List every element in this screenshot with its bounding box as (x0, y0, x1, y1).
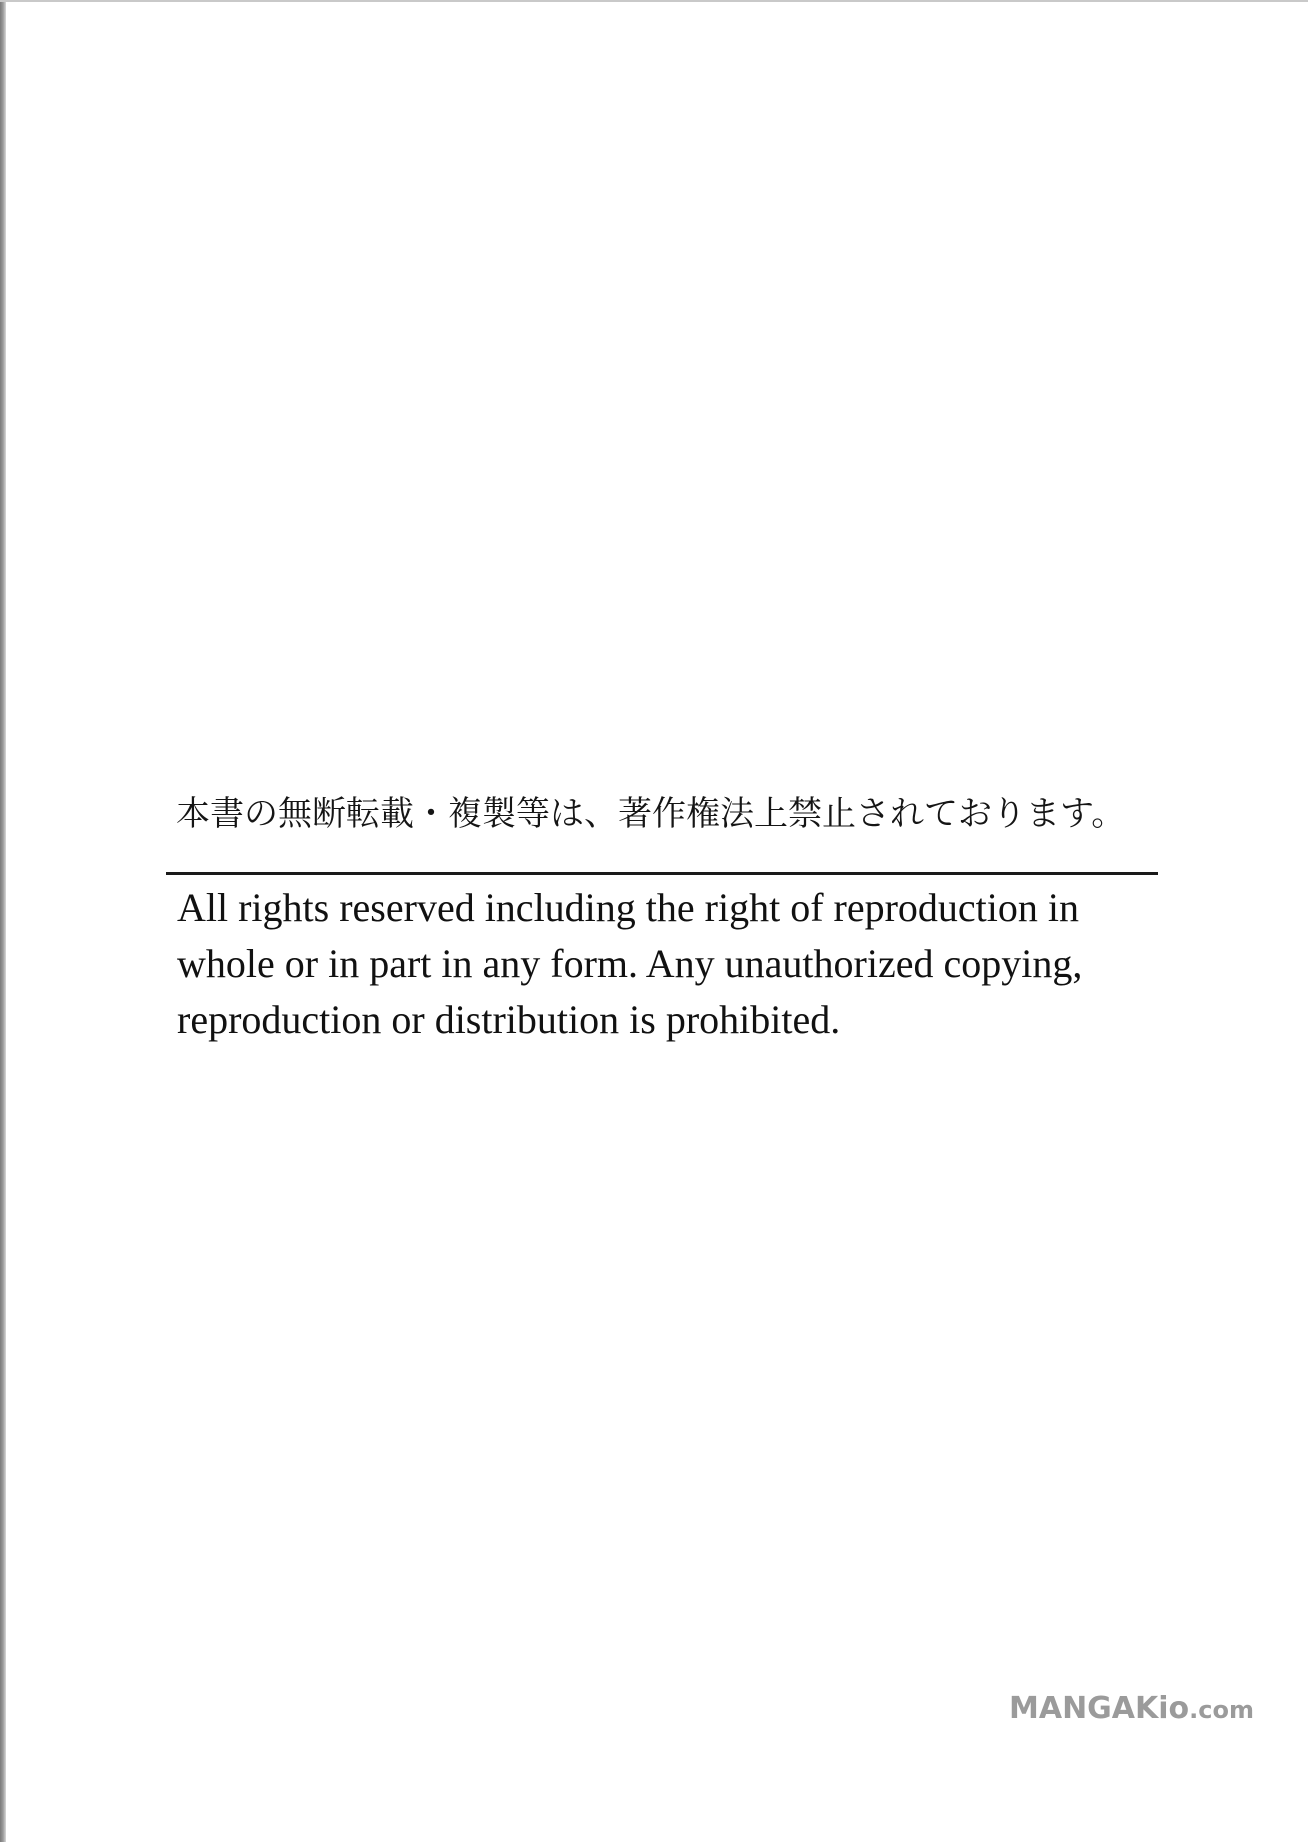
watermark-suffix: .com (1189, 1696, 1255, 1724)
page-edge-shadow (0, 0, 6, 1842)
copyright-line-1: All rights reserved including the right of reproduction in (177, 885, 1080, 930)
copyright-notice-english (177, 872, 1177, 1048)
copyright-line-3: reproduction or distribution is prohibited. (177, 997, 841, 1042)
copyright-line-2: whole or in part in any form. Any unauthorized copying, (177, 941, 1083, 986)
copyright-notice-japanese: 本書の無断転載・複製等は、著作権法上禁止されております。 (176, 794, 1126, 834)
watermark-brand: MANGAKio (1009, 1691, 1190, 1726)
page-top-edge (0, 0, 1308, 2)
site-watermark (1009, 1691, 1254, 1726)
